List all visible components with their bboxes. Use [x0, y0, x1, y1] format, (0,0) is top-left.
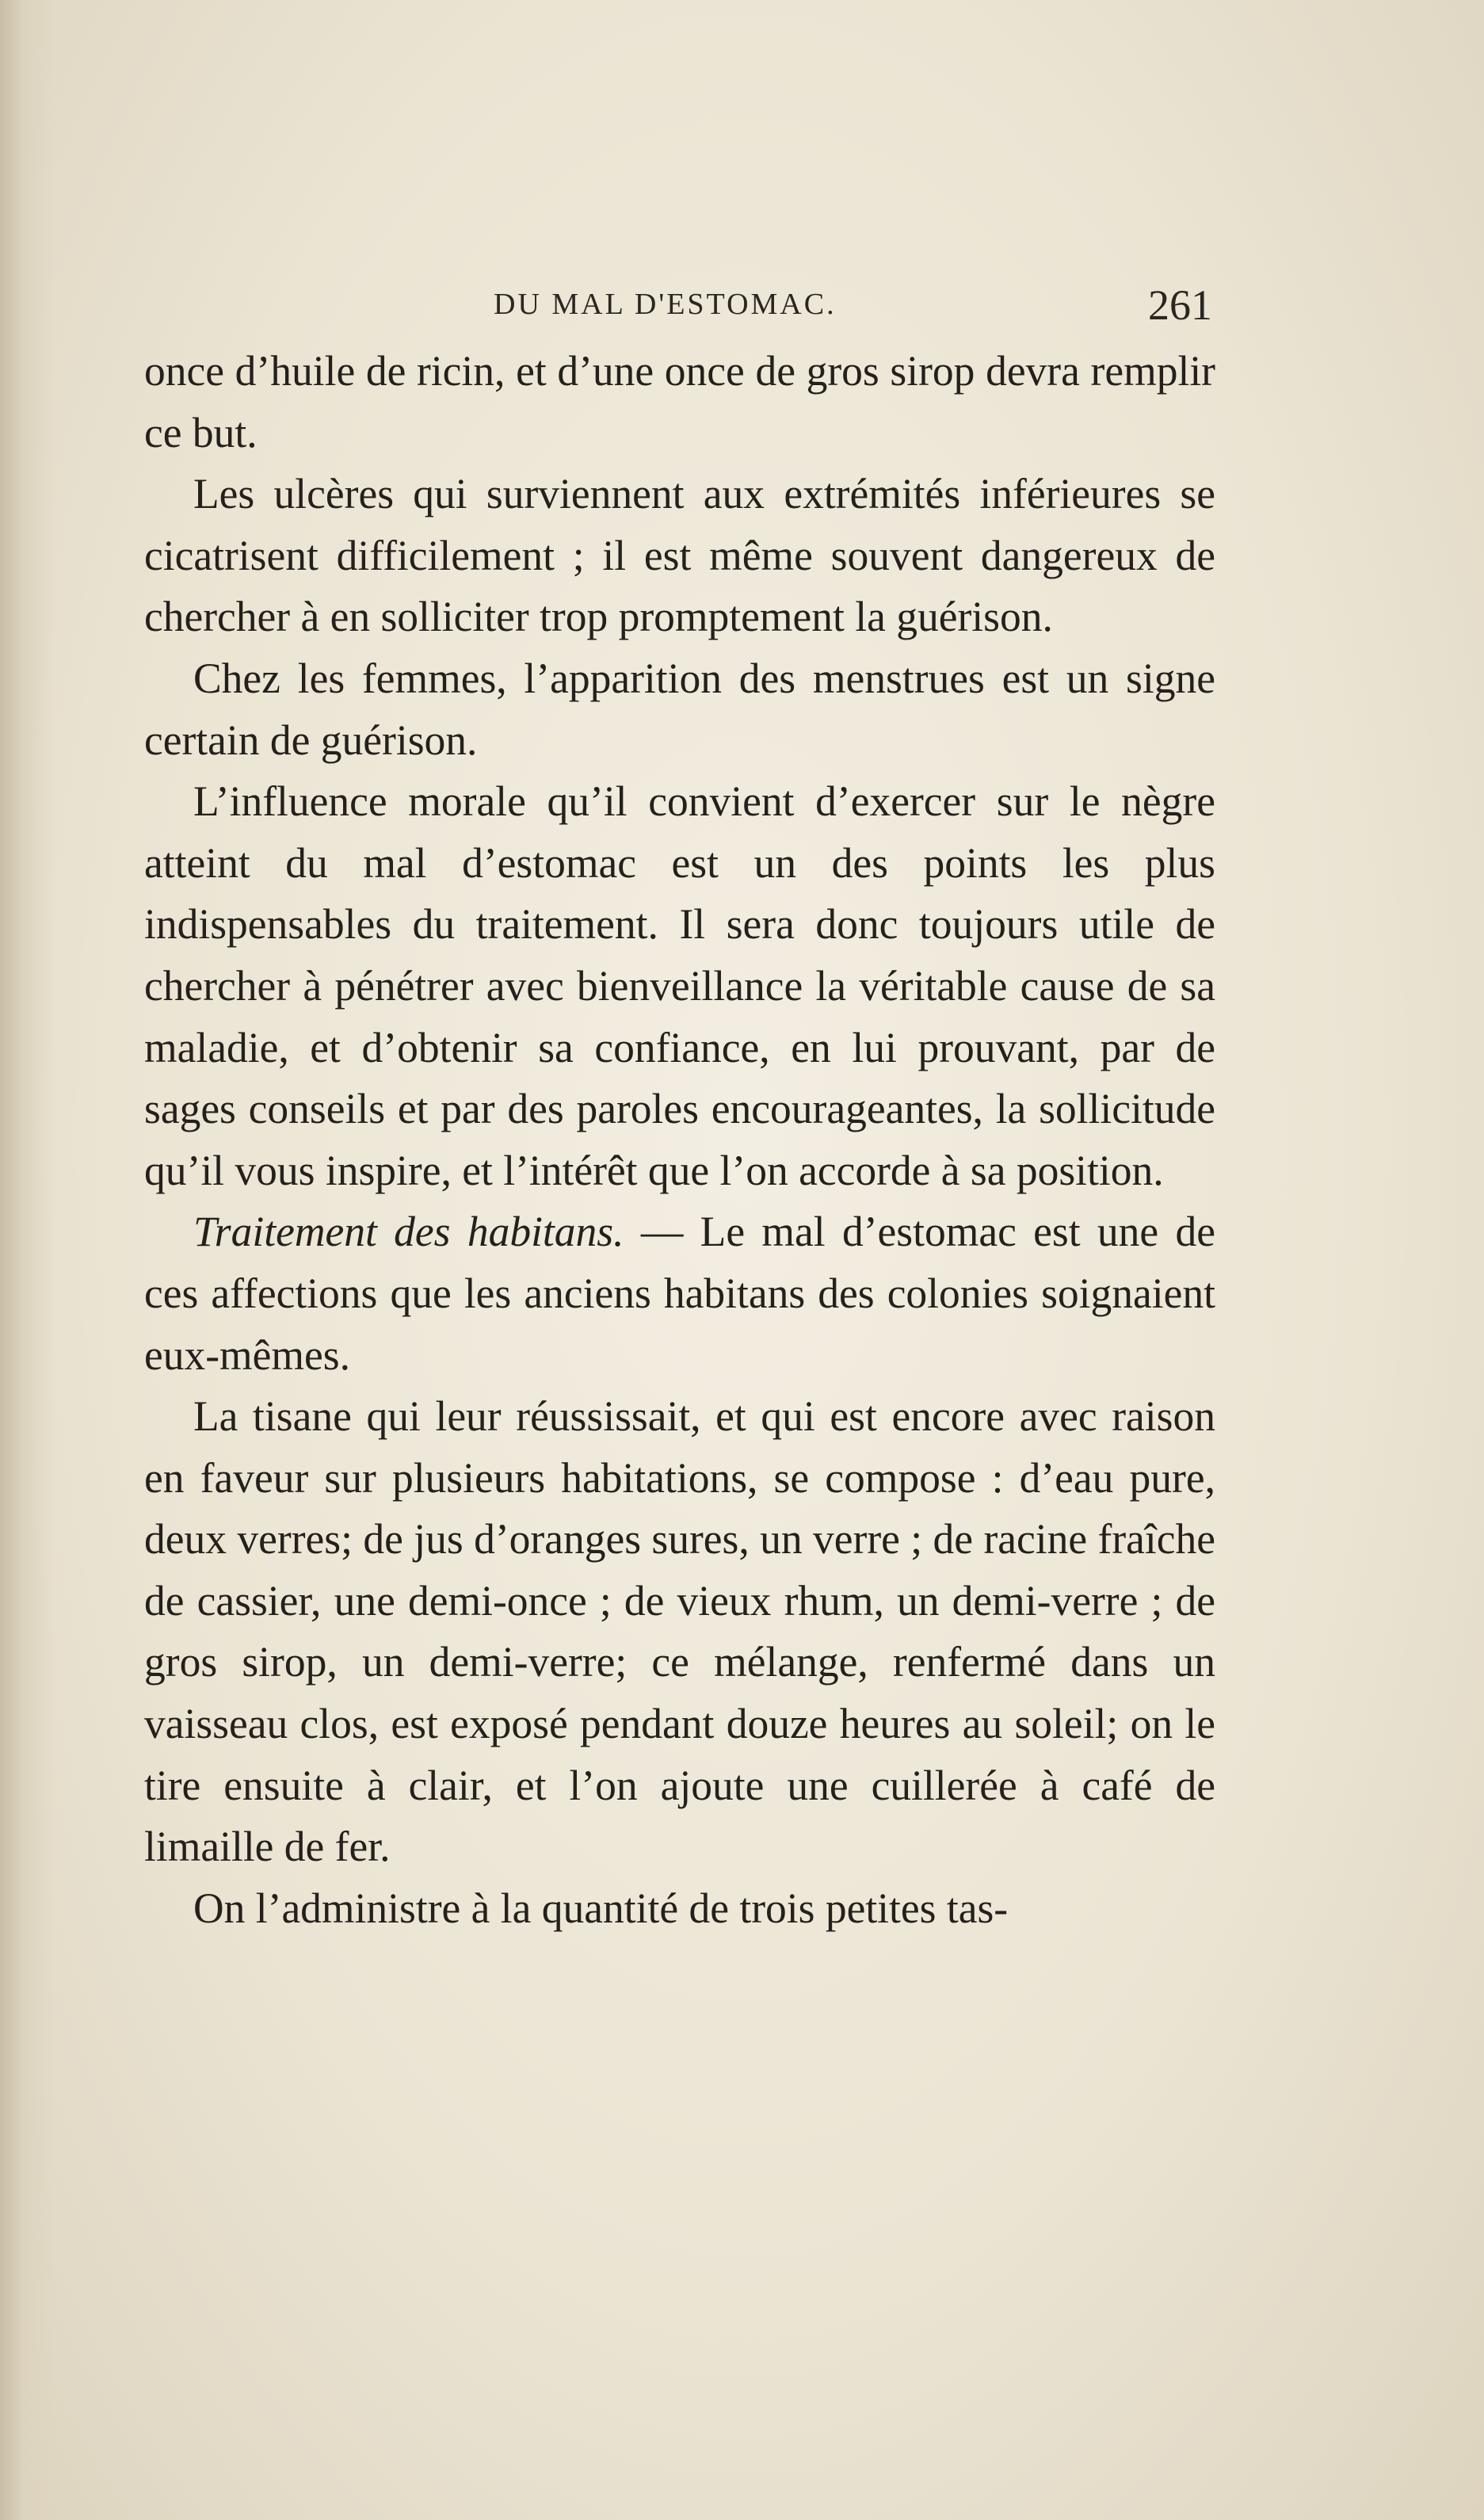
- page-gutter-shadow: [0, 0, 55, 2520]
- section-heading-traitement: Traitement des habitans.: [193, 1208, 624, 1256]
- paragraph-1: once d’huile de ricin, et d’une once de gros sirop devra remplir ce but.: [144, 347, 1215, 456]
- body-text: [144, 341, 1215, 1939]
- paragraph-2: Les ulcères qui surviennent aux extrémités inférieures se cicatrisent difficilement ; il est même souvent dangereux de chercher à en solliciter trop promptement la guérison.: [144, 470, 1215, 641]
- paragraph-5: [144, 1201, 1215, 1386]
- page-number: 261: [1148, 281, 1212, 329]
- page-header: [147, 281, 1212, 331]
- paragraph-7: On l’administre à la quantité de trois petites tas-: [193, 1884, 1009, 1932]
- paragraph-4: L’influence morale qu’il convient d’exercer sur le nègre atteint du mal d’estomac est un des points les plus indispensables du traitement. Il sera donc toujours utile de chercher à pénétrer avec bienveillance la véritable cause de sa maladie, et d’obtenir sa confiance, en lui prouvant, par de sages conseils et par des paroles encourageantes, la sollicitude qu’il vous inspire, et l’intérêt que l’on accorde à sa position.: [144, 777, 1215, 1194]
- paragraph-6: La tisane qui leur réussissait, et qui est encore avec raison en faveur sur plusieurs habitations, se compose : d’eau pure, deux verres; de jus d’oranges sures, un verre ; de racine fraîche de cassier, une demi-once ; de vieux rhum, un demi-verre ; de gros sirop, un demi-verre; ce mélange, renfermé dans un vaisseau clos, est exposé pendant douze heures au soleil; on le tire ensuite à clair, et l’on ajoute une cuillerée à café de limaille de fer.: [144, 1392, 1215, 1871]
- paragraph-5-text: — Le mal d’estomac est une de ces affections que les anciens habitans des colonies soignaient eux-mêmes.: [144, 1208, 1215, 1379]
- paragraph-3: Chez les femmes, l’apparition des menstrues est un signe certain de guérison.: [144, 654, 1215, 764]
- running-head: DU MAL D'ESTOMAC.: [494, 288, 837, 321]
